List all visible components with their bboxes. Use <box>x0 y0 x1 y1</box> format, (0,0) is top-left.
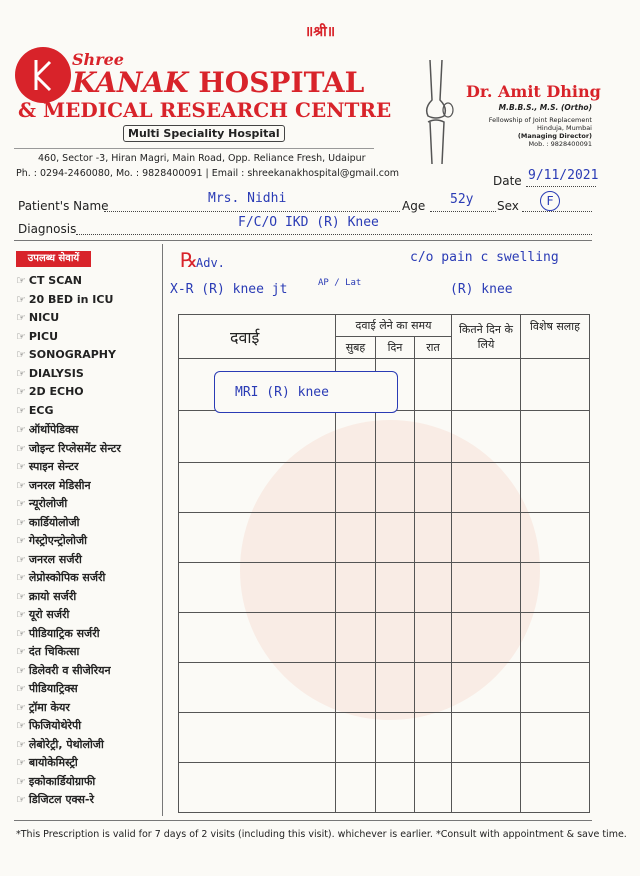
pointing-hand-icon: ☞ <box>16 348 26 361</box>
service-item <box>16 644 79 659</box>
service-item <box>16 792 94 807</box>
service-label: जनरल मेडिसीन <box>28 478 91 492</box>
service-item <box>16 755 78 770</box>
service-label: लेप्रोस्कोपिक सर्जरी <box>28 571 106 584</box>
diagnosis-value: F/C/O IKD (R) Knee <box>238 215 379 230</box>
service-item <box>16 385 84 398</box>
header-advice: विशेष सलाह <box>521 315 590 359</box>
service-item <box>16 348 116 361</box>
xray-view-note: AP / Lat <box>318 278 362 288</box>
pointing-hand-icon: ☞ <box>16 515 26 529</box>
pointing-hand-icon: ☞ <box>16 478 26 492</box>
service-label: स्पाइन सेन्टर <box>28 460 79 473</box>
patient-name-value: Mrs. Nidhi <box>208 191 287 206</box>
patient-name-label: Patient's Name <box>18 199 109 213</box>
service-item <box>16 311 59 324</box>
service-item <box>16 681 78 696</box>
header-day: दिन <box>376 337 415 359</box>
rx-symbol: ℞ <box>180 248 198 272</box>
service-label: यूरो सर्जरी <box>28 608 70 621</box>
service-item <box>16 700 70 715</box>
knee-joint-icon <box>414 60 458 164</box>
service-item <box>16 626 100 641</box>
section-divider <box>14 240 592 241</box>
pointing-hand-icon: ☞ <box>16 608 26 621</box>
pointing-hand-icon: ☞ <box>16 423 26 436</box>
header-days: कितने दिन के लिये <box>452 315 521 359</box>
header-divider <box>14 148 374 149</box>
date-label: Date <box>493 174 522 188</box>
hospital-name-line2: & MEDICAL RESEARCH CENTRE <box>18 98 392 122</box>
service-item <box>16 607 69 622</box>
complaint-note-1: c/o pain c swelling <box>410 250 559 265</box>
service-item <box>16 552 82 567</box>
pointing-hand-icon: ☞ <box>16 571 26 584</box>
shree-word: Shree <box>72 50 124 69</box>
pointing-hand-icon: ☞ <box>16 682 26 695</box>
services-heading: उपलब्ध सेवायें <box>16 251 91 267</box>
sex-label: Sex <box>497 199 519 213</box>
service-item <box>16 774 95 789</box>
pointing-hand-icon: ☞ <box>16 793 26 806</box>
service-item <box>16 404 54 417</box>
pointing-hand-icon: ☞ <box>16 552 26 566</box>
sidebar-divider <box>162 244 163 816</box>
age-label: Age <box>402 199 426 213</box>
header-time: दवाई लेने का समय <box>336 315 452 337</box>
pointing-hand-icon: ☞ <box>16 756 26 769</box>
pointing-hand-icon: ☞ <box>16 460 26 473</box>
service-item <box>16 737 104 752</box>
service-item <box>16 459 79 474</box>
header-medicine: दवाई <box>179 315 336 359</box>
pointing-hand-icon: ☞ <box>16 497 26 510</box>
date-value: 9/11/2021 <box>528 168 599 183</box>
prescription-entry: MRI (R) knee <box>214 371 398 413</box>
pointing-hand-icon: ☞ <box>16 385 26 398</box>
service-label: SONOGRAPHY <box>28 348 116 361</box>
service-item <box>16 515 79 530</box>
service-label: फिजियोथेरेपी <box>28 719 82 732</box>
pointing-hand-icon: ☞ <box>16 441 26 455</box>
service-label: पीडियाट्रिक्स <box>28 682 78 695</box>
service-item <box>16 478 91 493</box>
hospital-name: KANAK HOSPITAL <box>72 66 365 99</box>
service-label: गेस्ट्रोएन्ट्रोलोजी <box>28 534 87 547</box>
service-item <box>16 533 87 548</box>
pointing-hand-icon: ☞ <box>16 403 26 417</box>
service-label: ट्रॉमा केयर <box>28 700 70 714</box>
service-label: CT SCAN <box>28 274 82 287</box>
service-item <box>16 589 76 604</box>
service-label: पीडियाट्रिक सर्जरी <box>28 626 100 640</box>
service-item <box>16 367 84 380</box>
hospital-address: 460, Sector -3, Hiran Magri, Main Road, Opp. Reliance Fresh, Udaipur <box>38 153 366 164</box>
validity-note: *This Prescription is valid for 7 days of 2 visits (including this visit). whichever is earlier. *Consult with appointment & save time. <box>16 829 627 840</box>
pointing-hand-icon: ☞ <box>16 311 26 324</box>
service-label: न्यूरोलोजी <box>28 497 68 510</box>
service-item <box>16 293 113 306</box>
service-label: इकोकार्डियोग्राफी <box>28 774 96 788</box>
header-night: रात <box>415 337 452 359</box>
service-label: कार्डियोलोजी <box>28 515 80 529</box>
doctor-fellowship: Fellowship of Joint Replacement <box>488 116 592 124</box>
header-morning: सुबह <box>336 337 376 359</box>
pointing-hand-icon: ☞ <box>16 774 26 788</box>
service-label: दंत चिकित्सा <box>28 645 80 658</box>
pointing-hand-icon: ☞ <box>16 700 26 714</box>
service-label: जनरल सर्जरी <box>28 552 82 566</box>
pointing-hand-icon: ☞ <box>16 534 26 547</box>
doctor-hospital: Hinduja, Mumbai <box>537 124 592 132</box>
service-item <box>16 422 78 437</box>
service-label: NICU <box>28 311 60 324</box>
service-label: ECG <box>28 403 54 417</box>
complaint-note-2: (R) knee <box>450 282 513 297</box>
service-item <box>16 274 82 287</box>
service-label: डिलेवरी व सीजेरियन <box>28 663 111 677</box>
pointing-hand-icon: ☞ <box>16 645 26 658</box>
age-value: 52y <box>450 192 474 207</box>
top-blessing: ॥श्री॥ <box>304 24 336 40</box>
service-label: DIALYSIS <box>28 366 84 380</box>
xray-note: X-R (R) knee jt <box>170 282 288 297</box>
pointing-hand-icon: ☞ <box>16 719 26 732</box>
tagline-badge: Multi Speciality Hospital <box>123 125 285 142</box>
pointing-hand-icon: ☞ <box>16 274 26 287</box>
doctor-mobile: Mob. : 9828400091 <box>528 140 592 148</box>
service-label: क्रायो सर्जरी <box>28 589 77 603</box>
service-item <box>16 570 105 585</box>
doctor-degree: M.B.B.S., M.S. (Ortho) <box>498 103 592 112</box>
service-item <box>16 496 67 511</box>
pointing-hand-icon: ☞ <box>16 663 26 677</box>
service-item <box>16 330 58 343</box>
service-label: लेबोरेट्री, पेथोलोजी <box>28 737 104 751</box>
service-label: जोइन्ट रिप्लेसमेंट सेन्टर <box>28 441 121 455</box>
service-item <box>16 663 111 678</box>
doctor-name: Dr. Amit Dhing <box>466 82 601 101</box>
advice-label: Adv. <box>196 256 225 270</box>
pointing-hand-icon: ☞ <box>16 366 26 380</box>
service-label: PICU <box>28 329 59 343</box>
pointing-hand-icon: ☞ <box>16 292 26 306</box>
doctor-role: (Managing Director) <box>517 132 592 140</box>
footer-divider <box>14 820 592 821</box>
sex-value: F <box>540 191 560 211</box>
service-label: ऑर्थोपेडिक्स <box>28 423 79 436</box>
diagnosis-label: Diagnosis <box>18 222 77 236</box>
service-label: 20 BED in ICU <box>28 292 114 306</box>
service-label: डिजिटल एक्स-रे <box>28 793 94 806</box>
pointing-hand-icon: ☞ <box>16 626 26 640</box>
pointing-hand-icon: ☞ <box>16 329 26 343</box>
hospital-logo <box>14 46 72 104</box>
hospital-contact: Ph. : 0294-2460080, Mo. : 9828400091 | Email : shreekanakhospital@gmail.com <box>16 168 400 179</box>
service-item <box>16 441 121 456</box>
service-label: 2D ECHO <box>28 385 84 398</box>
service-label: बायोकेमिस्ट्री <box>28 756 78 769</box>
service-item <box>16 718 81 733</box>
pointing-hand-icon: ☞ <box>16 589 26 603</box>
pointing-hand-icon: ☞ <box>16 737 26 751</box>
